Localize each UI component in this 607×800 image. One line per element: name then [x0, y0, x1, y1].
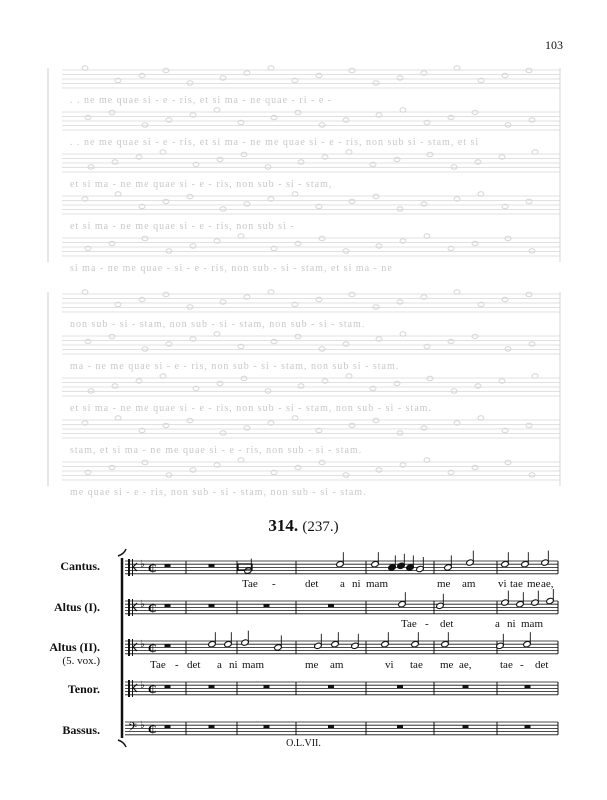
lyrics-altus1 — [401, 618, 543, 630]
lyric-syllable: Tae — [242, 578, 258, 590]
lyric-syllable: tae — [500, 659, 513, 671]
lyric-syllable: det — [187, 659, 201, 671]
time-signature-icon: ₵ — [148, 682, 157, 696]
lyric-syllable: a — [495, 618, 500, 630]
lyric-syllable: Tae — [401, 618, 417, 630]
lyric-syllable: ni — [352, 578, 361, 590]
lyrics-cantus — [242, 578, 554, 590]
lyric-syllable: a — [217, 659, 222, 671]
lyric-syllable: a — [340, 578, 345, 590]
faint-lyric-row: et si ma - ne me quae si - e - ris, non sub - si - stam, non sub - si - stam. — [70, 403, 432, 414]
lyric-syllable: vi — [498, 578, 507, 590]
lyric-syllable: - — [520, 659, 524, 671]
lyric-syllable: vi — [385, 659, 394, 671]
voice-label-bassus: Bassus. — [62, 723, 100, 737]
faint-lyric-row: stam, et si ma - ne me quae si - e - ris, non sub - si - stam. — [70, 445, 363, 456]
time-signature-icon: ₵ — [148, 561, 157, 575]
faint-lyric-row: . . ne me quae si - e - ris, et si ma - ne quae - ri - e - — [70, 95, 333, 106]
time-signature-icon: ₵ — [148, 641, 157, 655]
lyric-syllable: mam — [521, 618, 543, 630]
lyric-syllable: - — [272, 578, 276, 590]
lyric-syllable: - — [425, 618, 429, 630]
faint-lyric-row: si ma - ne me quae - si - e - ris, non sub - si - stam, et si ma - ne — [70, 263, 393, 274]
voice-label-altus1: Altus (I). — [53, 600, 100, 614]
piece-number-alt: (237.) — [302, 519, 339, 535]
lyric-syllable: det — [440, 618, 454, 630]
lyric-syllable: Tae — [150, 659, 166, 671]
lyrics-altus2 — [150, 659, 548, 671]
lyric-syllable: me — [527, 578, 541, 590]
faint-lyric-row: non sub - si - stam, non sub - si - stam, non sub - si - stam. — [70, 319, 366, 330]
lyric-syllable: det — [305, 578, 319, 590]
lyric-syllable: me — [437, 578, 451, 590]
flat-key-signature-icon: ♭ — [140, 680, 145, 691]
lyric-syllable: tae — [510, 578, 523, 590]
piece-number-main: 314. — [268, 516, 299, 535]
faint-lyric-row: et si ma - ne me quae si - e - ris, non sub si - — [70, 221, 295, 232]
lyric-syllable: det — [535, 659, 549, 671]
voice-label-tenor: Tenor. — [67, 682, 100, 696]
time-signature-icon: ₵ — [148, 722, 157, 736]
lyric-syllable: ae, — [541, 578, 554, 590]
page-number: 103 — [545, 38, 563, 52]
lyric-syllable: ni — [507, 618, 516, 630]
flat-key-signature-icon: ♭ — [140, 559, 145, 570]
lyric-syllable: - — [175, 659, 179, 671]
lyric-syllable: me — [440, 659, 454, 671]
flat-key-signature-icon: ♭ — [140, 639, 145, 650]
lyric-syllable: ni — [229, 659, 238, 671]
voice-label-altus2-sub: (5. vox.) — [62, 655, 100, 667]
time-signature-icon: ₵ — [148, 601, 157, 615]
lyric-syllable: me — [305, 659, 319, 671]
faint-lyric-row: . . ne me quae si - e - ris, et si ma - ne me quae si - e - ris, non sub si - stam, et si — [70, 137, 480, 148]
lyric-syllable: tae — [410, 659, 423, 671]
faint-lyric-row: ma - ne me quae si - e - ris, non sub - si - stam, non sub si - stam. — [70, 361, 400, 372]
voice-label-altus2: Altus (II). — [49, 640, 100, 654]
footer-signature: O.L.VII. — [286, 738, 321, 749]
bass-clef-icon: 𝄢 — [128, 721, 138, 737]
flat-key-signature-icon: ♭ — [140, 720, 145, 731]
lyric-syllable: mam — [366, 578, 388, 590]
faint-lyric-row: et si ma - ne me quae si - e - ris, non sub - si - stam, — [70, 179, 333, 190]
lyric-syllable: mam — [242, 659, 264, 671]
faint-lyric-row: me quae si - e - ris, non sub - si - stam, non sub - si - stam. — [70, 487, 367, 498]
voice-label-cantus: Cantus. — [60, 559, 100, 573]
lyric-syllable: am — [330, 659, 344, 671]
lyric-syllable: ae, — [459, 659, 472, 671]
lyric-syllable: am — [462, 578, 476, 590]
flat-key-signature-icon: ♭ — [140, 599, 145, 610]
